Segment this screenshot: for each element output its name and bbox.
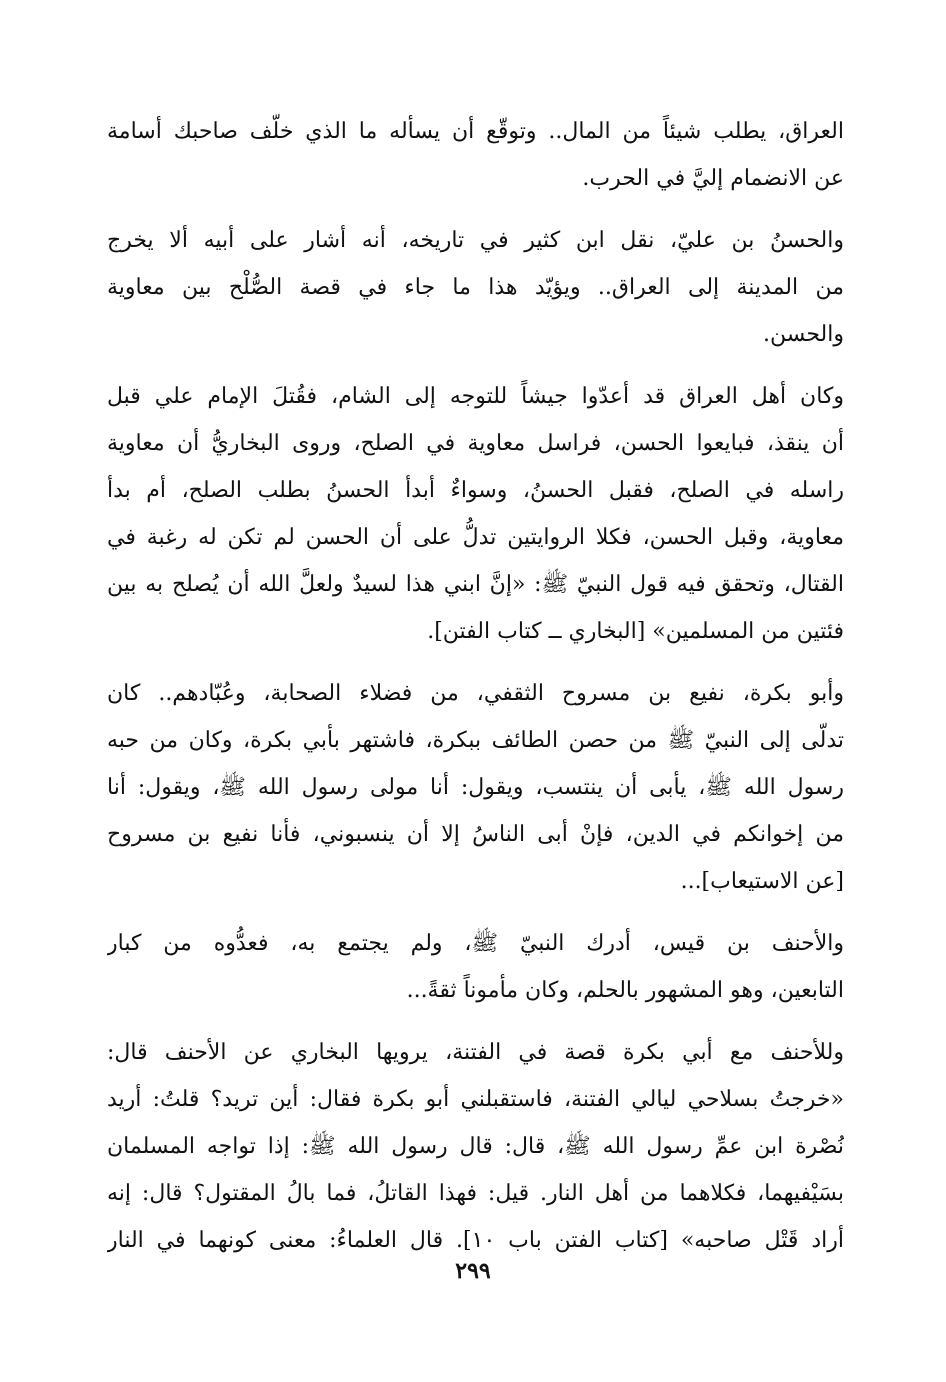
text-line: فئتين من المسلمين» [البخاري ــ كتاب الفتن].: [427, 619, 844, 644]
text-line: وللأحنف مع أبي بكرة قصة في الفتنة، يرويها البخاري عن الأحنف قال:: [107, 1040, 844, 1065]
paragraph-4: [107, 670, 844, 905]
page-body-text: [107, 108, 844, 1279]
page-number: ٢٩٩: [455, 1258, 491, 1284]
text-line: [عن الاستيعاب]...: [680, 869, 844, 894]
text-line: وأبو بكرة، نفيع بن مسروح الثقفي، من فضلاء الصحابة، وعُبّادهم.. كان: [107, 681, 844, 706]
text-line: «خرجتُ بسلاحي ليالي الفتنة، فاستقبلني أبو بكرة فقال: أين تريد؟ قلتُ: أريد: [107, 1087, 844, 1112]
text-line: رسول الله ﷺ، يأبى أن ينتسب، ويقول: أنا مولى رسول الله ﷺ، ويقول: أنا: [107, 775, 844, 800]
text-line: أراد قَتْل صاحبه» [كتاب الفتن باب ١٠]. قال العلماءُ: معنى كونهما في النار: [107, 1228, 844, 1253]
text-line: من المدينة إلى العراق.. ويؤيّد هذا ما جاء في قصة الصُّلْح بين معاوية: [107, 275, 844, 300]
text-line: عن الانضمام إليَّ في الحرب.: [582, 166, 844, 191]
text-line: تدلّى إلى النبيّ ﷺ من حصن الطائف ببكرة، فاشتهر بأبي بكرة، وكان من حبه: [107, 728, 844, 753]
paragraph-1: [107, 108, 844, 202]
text-line: نُصْرة ابن عمِّ رسول الله ﷺ، قال: قال رسول الله ﷺ: إذا تواجه المسلمان: [107, 1134, 844, 1159]
text-line: التابعين، وهو المشهور بالحلم، وكان مأموناً ثقةً...: [406, 978, 844, 1003]
paragraph-5: [107, 920, 844, 1014]
text-line: العراق، يطلب شيئاً من المال.. وتوقّع أن يسأله ما الذي خلّف صاحبك أسامة: [107, 119, 844, 144]
text-line: والأحنف بن قيس، أدرك النبيّ ﷺ، ولم يجتمع به، فعدُّوه من كبار: [107, 931, 844, 956]
paragraph-2: [107, 217, 844, 358]
text-line: أن ينقذ، فبايعوا الحسن، فراسل معاوية في الصلح، وروى البخاريُّ أن معاوية: [107, 431, 844, 456]
paragraph-6: [107, 1029, 844, 1264]
text-line: بسَيْفيهما، فكلاهما من أهل النار. قيل: فهذا القاتلُ، فما بالُ المقتول؟ قال: إنه: [107, 1181, 844, 1206]
text-line: والحسن.: [762, 322, 844, 347]
text-line: راسله في الصلح، فقبل الحسنُ، وسواءٌ أبدأ الحسنُ بطلب الصلح، أم بدأ: [107, 478, 844, 503]
text-line: من إخوانكم في الدين، فإنْ أبى الناسُ إلا أن ينسبوني، فأنا نفيع بن مسروح: [107, 822, 844, 847]
paragraph-3: [107, 373, 844, 655]
text-line: والحسنُ بن عليّ، نقل ابن كثير في تاريخه، أنه أشار على أبيه ألا يخرج: [107, 228, 844, 253]
text-line: وكان أهل العراق قد أعدّوا جيشاً للتوجه إلى الشام، فقُتلَ الإمام علي قبل: [107, 384, 844, 409]
text-line: القتال، وتحقق فيه قول النبيّ ﷺ: «إنَّ ابني هذا لسيدٌ ولعلَّ الله أن يُصلح به بين: [107, 572, 844, 597]
text-line: معاوية، وقبل الحسن، فكلا الروايتين تدلُّ على أن الحسن لم تكن له رغبة في: [107, 525, 844, 550]
